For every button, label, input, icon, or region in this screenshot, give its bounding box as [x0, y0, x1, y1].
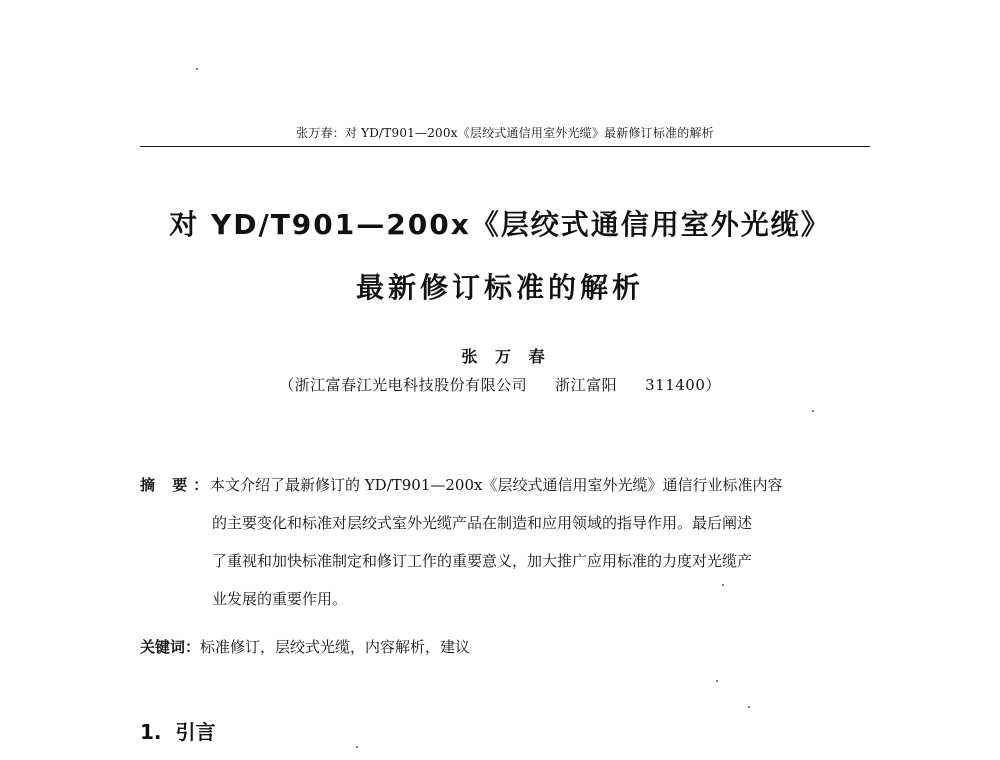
abstract-line: 本文介绍了最新修订的 YD/T901—200x《层绞式通信用室外光缆》通信行业标准内容: [210, 476, 783, 494]
scan-speck: [716, 680, 718, 682]
keywords-label: 关键词：: [140, 638, 201, 656]
section-heading: [140, 716, 216, 745]
abstract-line: 了重视和加快标准制定和修订工作的重要意义，加大推广应用标准的力度对光缆产: [212, 552, 753, 570]
header-rule: [140, 146, 870, 147]
keywords-text: 标准修订，层绞式光缆，内容解析，建议: [200, 638, 471, 656]
scan-speck: [356, 746, 358, 748]
paper-title-line-2: 最新修订标准的解析: [355, 271, 644, 304]
section-number: 1.: [140, 720, 162, 744]
scan-speck: [196, 68, 198, 70]
affiliation-city: 浙江富阳: [555, 376, 618, 394]
running-header: 张万春：对 YD/T901—200x《层绞式通信用室外光缆》最新修订标准的解析: [296, 126, 714, 140]
abstract-line: 的主要变化和标准对层绞式室外光缆产品在制造和应用领域的指导作用。最后阐述: [212, 514, 753, 532]
affiliation-organization: （浙江富春江光电科技股份有限公司: [279, 376, 528, 394]
scan-speck: [748, 706, 750, 708]
author-affiliation: [0, 374, 1000, 395]
abstract-line: 业发展的重要作用。: [212, 590, 348, 608]
author-name: 张 万 春: [461, 347, 551, 366]
scan-speck: [722, 584, 724, 586]
scan-speck: [812, 410, 814, 412]
keywords: [140, 636, 470, 657]
section-title: 引言: [175, 720, 216, 744]
paper-title-line-1: 对 YD/T901—200x《层绞式通信用室外光缆》: [169, 208, 831, 241]
affiliation-postcode: 311400）: [645, 376, 721, 394]
abstract-label: 摘 要：: [140, 476, 215, 494]
